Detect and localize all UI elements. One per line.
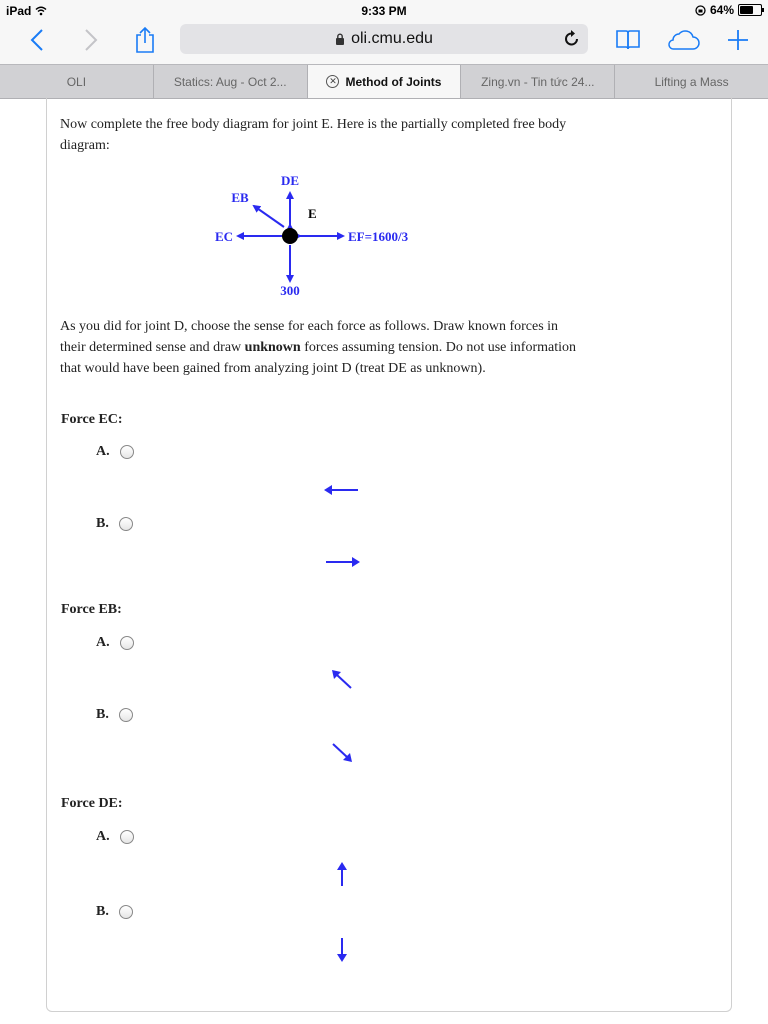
share-button[interactable] <box>130 20 160 60</box>
chevron-right-icon <box>84 28 98 52</box>
cloud-icon <box>666 29 700 51</box>
option-letter: B. <box>96 516 109 531</box>
battery-icon <box>738 4 762 16</box>
arrow-left-icon <box>324 484 360 496</box>
tab-label: Statics: Aug - Oct 2... <box>173 74 287 89</box>
close-tab-icon[interactable]: ✕ <box>326 75 339 88</box>
reload-button[interactable] <box>564 29 580 52</box>
option-eb-a[interactable] <box>96 635 134 651</box>
device-name: iPad <box>6 4 32 18</box>
option-letter: B. <box>96 904 109 919</box>
free-body-diagram <box>200 165 440 305</box>
joint-e-node <box>282 228 298 244</box>
arrow-up-left-icon <box>330 668 354 692</box>
option-letter: A. <box>96 829 110 844</box>
force-eb-arrow <box>254 206 284 227</box>
option-ec-b[interactable] <box>96 516 133 532</box>
tab-label: Zing.vn - Tin tức 24... <box>481 74 595 89</box>
tab-bar <box>0 64 768 99</box>
tab-lifting-a-mass[interactable] <box>615 65 768 98</box>
radio-button[interactable] <box>120 636 134 650</box>
icloud-tabs-button[interactable] <box>666 20 700 60</box>
label-de: DE <box>280 173 300 188</box>
option-letter: A. <box>96 444 110 459</box>
instructions-bold: unknown <box>244 340 301 355</box>
status-bar <box>0 0 768 20</box>
label-eb: EB <box>231 190 249 205</box>
option-eb-b[interactable] <box>96 707 133 723</box>
radio-button[interactable] <box>119 708 133 722</box>
clock: 9:33 PM <box>361 4 407 18</box>
tab-oli[interactable] <box>0 65 154 98</box>
radio-button[interactable] <box>120 830 134 844</box>
question-ec-label: Force EC: <box>61 412 123 427</box>
tab-zing[interactable] <box>461 65 615 98</box>
battery-percent: 64% <box>709 3 734 17</box>
arrow-down-right-icon <box>330 740 354 764</box>
radio-button[interactable] <box>119 905 133 919</box>
address-bar[interactable] <box>180 24 588 54</box>
rotation-lock-icon <box>695 5 706 16</box>
share-icon <box>134 26 156 54</box>
plus-icon <box>727 29 749 51</box>
label-load: 300 <box>280 283 300 298</box>
question-eb-label: Force EB: <box>61 602 122 617</box>
label-ef: EF=1600/3 <box>348 229 409 244</box>
label-e: E <box>308 206 317 221</box>
radio-button[interactable] <box>119 517 133 531</box>
radio-button[interactable] <box>120 445 134 459</box>
book-icon <box>615 29 641 51</box>
option-de-a[interactable] <box>96 829 134 845</box>
instructions-part: forces assuming tension. Do not use information that would have been gained from analyzing joint D (treat DE as unknown). <box>60 340 576 376</box>
option-letter: A. <box>96 635 110 650</box>
tab-label: Lifting a Mass <box>654 74 729 89</box>
back-button[interactable] <box>22 20 52 60</box>
url-text: oli.cmu.edu <box>351 30 433 47</box>
arrow-up-icon <box>336 862 348 888</box>
forward-button[interactable] <box>76 20 106 60</box>
tab-label: OLI <box>66 74 87 89</box>
reload-icon <box>564 29 580 47</box>
question-de-label: Force DE: <box>61 796 123 811</box>
arrow-right-icon <box>324 556 360 568</box>
instructions-text <box>60 316 580 379</box>
lock-icon <box>335 33 345 45</box>
new-tab-button[interactable] <box>724 20 752 60</box>
intro-text: Now complete the free body diagram for joint E. Here is the partially completed free body diagram: <box>60 117 567 153</box>
option-ec-a[interactable] <box>96 444 134 460</box>
tab-label: Method of Joints <box>345 74 442 89</box>
option-letter: B. <box>96 707 109 722</box>
tab-statics[interactable] <box>154 65 308 98</box>
instructions-part: As you did for joint D, choose the sense for each force as follows. Draw known forces in their determined sense and draw <box>60 319 559 355</box>
label-ec: EC <box>214 229 233 244</box>
arrow-down-icon <box>336 936 348 962</box>
chevron-left-icon <box>30 28 44 52</box>
browser-toolbar <box>0 20 768 64</box>
bookmarks-button[interactable] <box>614 20 642 60</box>
option-de-b[interactable] <box>96 904 133 920</box>
tab-method-of-joints[interactable] <box>308 65 462 98</box>
